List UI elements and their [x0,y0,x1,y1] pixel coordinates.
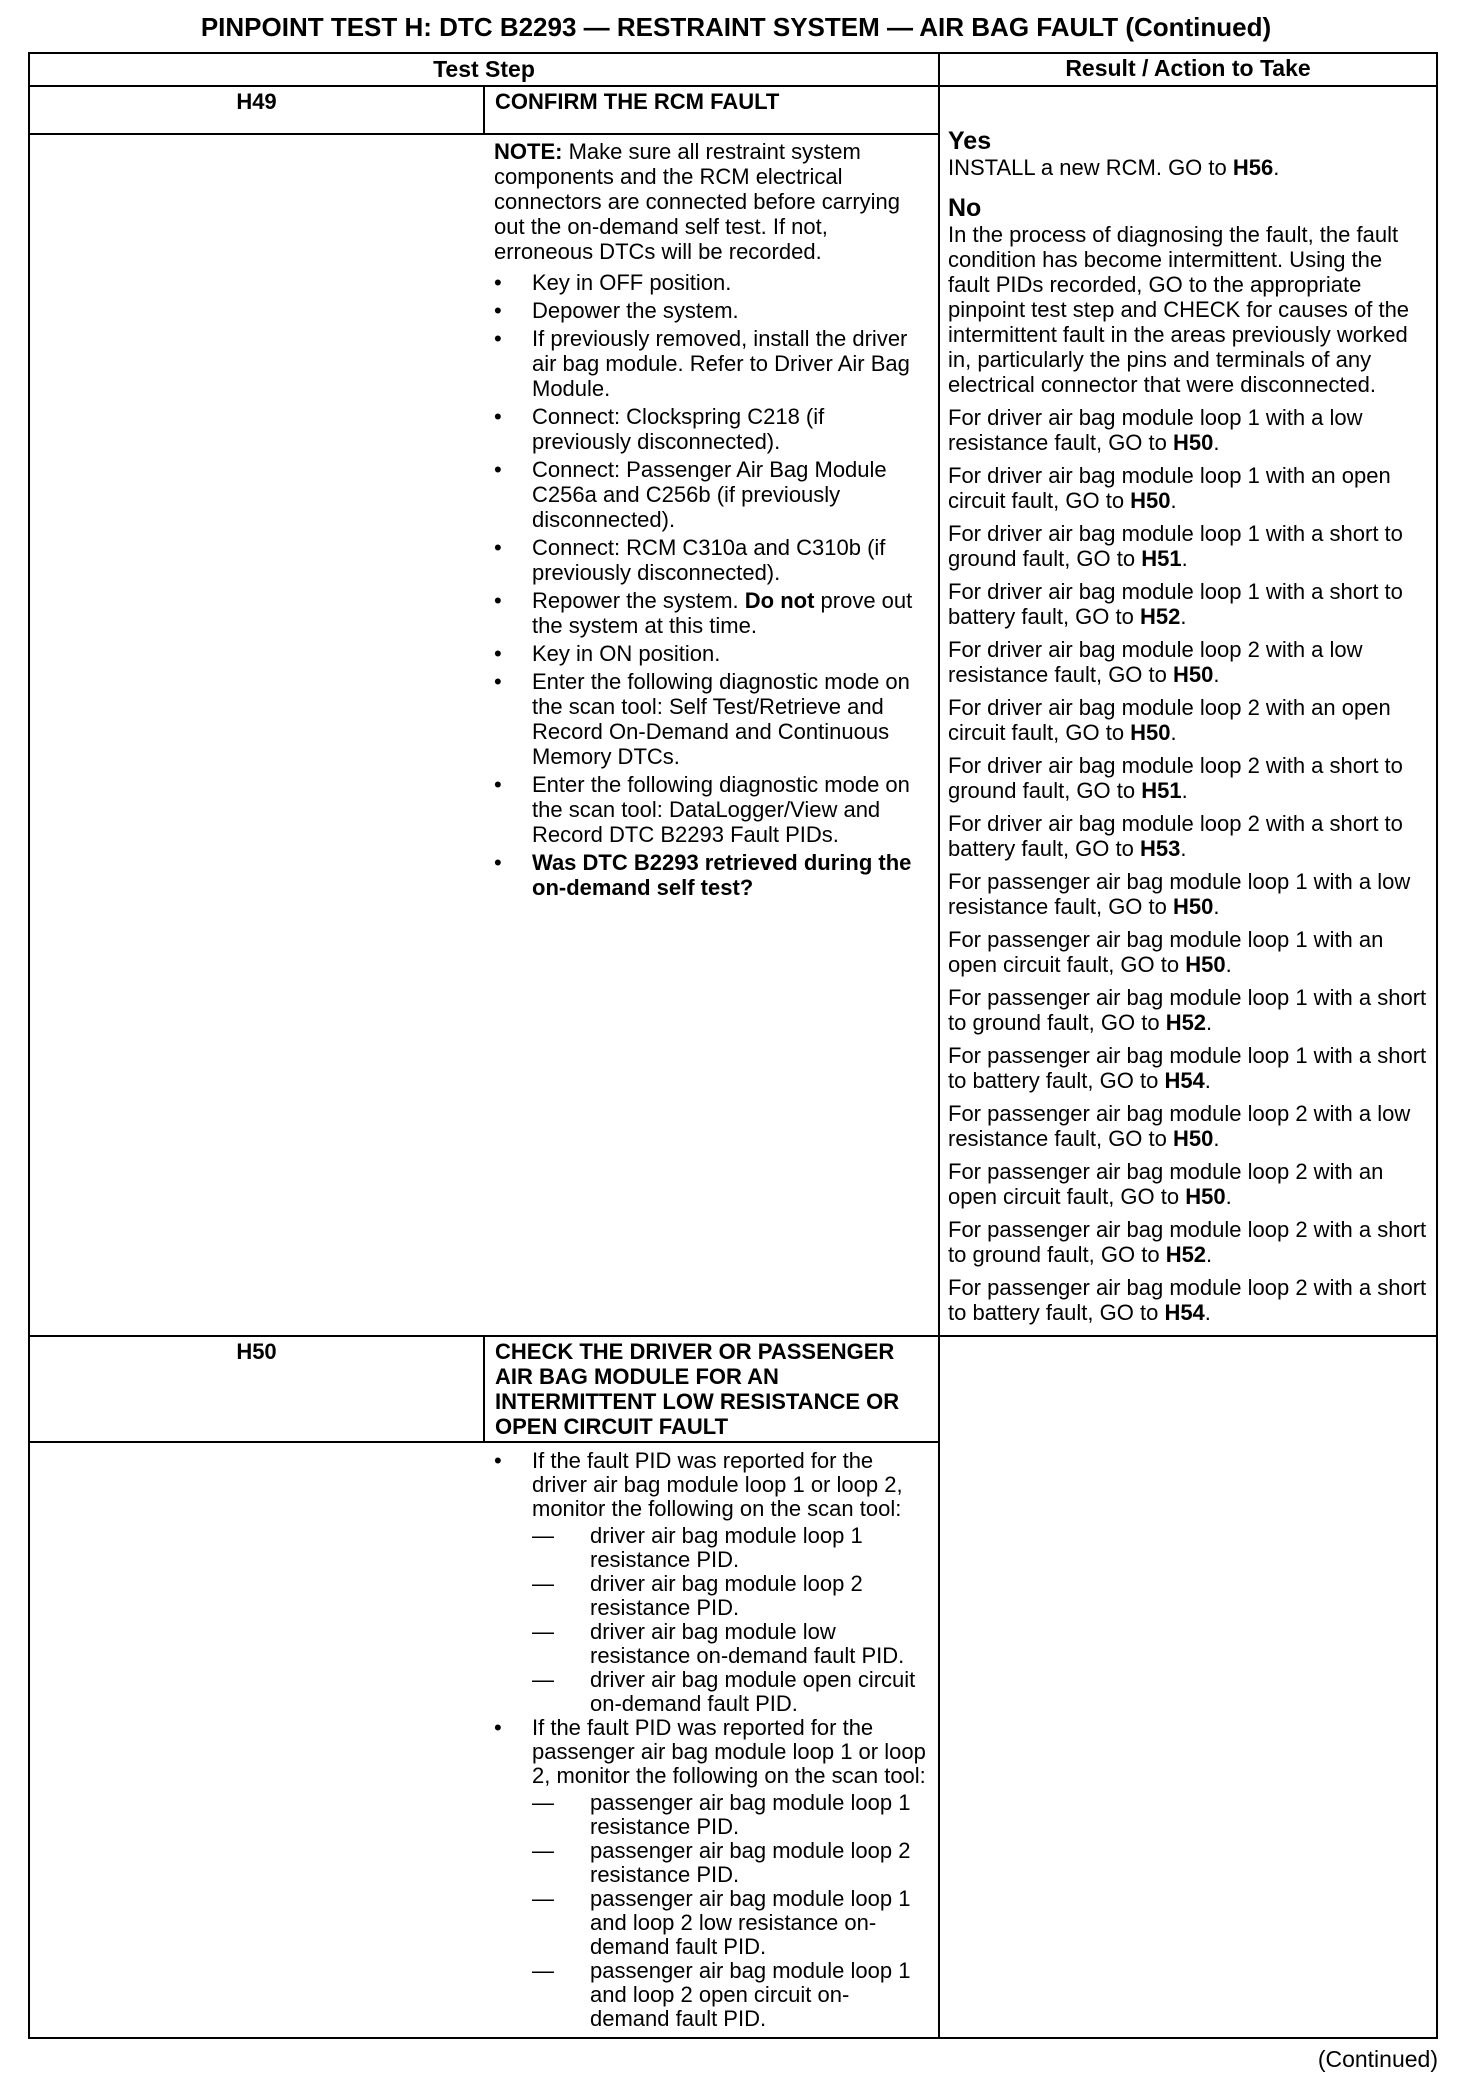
text: For driver air bag module loop 1 with an open circuit fault, GO to [948,463,1391,513]
bullet-item [494,669,928,769]
step-id: H50 [29,1336,484,1442]
bold-text: H50 [1172,1126,1214,1151]
text: For driver air bag module loop 1 with a low resistance fault, GO to [948,405,1363,455]
no-actions [948,222,1428,1325]
dash-item: — passenger air bag module loop 2 resistance PID. [494,1839,928,1887]
text: . [1225,1184,1232,1209]
yes-action [948,155,1428,180]
text: . [1206,1242,1213,1267]
no-action-item [948,811,1428,861]
text: For passenger air bag module loop 1 with an open circuit fault, GO to [948,927,1384,977]
bold-text: H50 [1172,662,1214,687]
dash-item: — driver air bag module loop 2 resistance PID. [494,1572,928,1620]
text: Enter the following diagnostic mode on the scan tool: Self Test/Retrieve and Record On-Demand and Continuous Memory DTCs. [532,669,910,770]
no-action-item [948,1159,1428,1209]
no-action-item [948,927,1428,977]
bullet-item [494,641,928,666]
text: For passenger air bag module loop 2 with a short to ground fault, GO to [948,1217,1427,1267]
text: Connect: Clockspring C218 (if previously disconnected). [532,404,825,455]
bold-text: H50 [1172,894,1214,919]
no-action-item [948,579,1428,629]
no-action-item [948,1101,1428,1151]
text: . [1180,836,1187,861]
step-h50-body [484,1442,939,2038]
text: For passenger air bag module loop 2 with a short to battery fault, GO to [948,1275,1427,1325]
bold-text: H54 [1164,1300,1205,1325]
table-header-row [29,53,1437,86]
bold-text: H50 [1172,430,1214,455]
page-title: PINPOINT TEST H: DTC B2293 — RESTRAINT SYSTEM — AIR BAG FAULT (Continued) [200,12,1272,42]
no-action-item [948,695,1428,745]
bold-text: H52 [1139,604,1181,629]
text: Connect: Passenger Air Bag Module C256a and C256b (if previously disconnected). [532,457,887,533]
dash-item: — passenger air bag module loop 1 resistance PID. [494,1791,928,1839]
text: . [1206,1010,1213,1035]
bold-text: H50 [1130,720,1171,745]
dash-item: — passenger air bag module loop 1 and loop 2 low resistance on-demand fault PID. [494,1887,928,1959]
step-bullets [494,270,928,900]
step-heading: CONFIRM THE RCM FAULT [484,86,939,134]
no-action-item [948,869,1428,919]
bullet-item [494,298,928,323]
bold-text: H51 [1141,546,1182,571]
text: For driver air bag module loop 2 with an open circuit fault, GO to [948,695,1391,745]
yes-label: Yes [948,127,992,155]
text: For passenger air bag module loop 2 with a low resistance fault, GO to [948,1101,1411,1151]
text: . [1213,430,1220,455]
bullet-item [494,457,928,532]
step-h50-heading-row [29,1336,1437,1442]
text: . [1213,1126,1220,1151]
text: For driver air bag module loop 2 with a short to ground fault, GO to [948,753,1403,803]
text: For driver air bag module loop 2 with a low resistance fault, GO to [948,637,1363,687]
bold-text: H50 [1185,952,1226,977]
text: . [1204,1300,1211,1325]
bold-text: H51 [1141,778,1182,803]
no-action-item [948,753,1428,803]
result-h49 [939,86,1437,1336]
dash-item: — driver air bag module loop 1 resistance PID. [494,1524,928,1572]
text: For passenger air bag module loop 1 with a low resistance fault, GO to [948,869,1411,919]
no-action-item [948,463,1428,513]
text: Connect: RCM C310a and C310b (if previously disconnected). [532,535,886,586]
note [494,139,928,264]
text: Make sure all restraint system components and the RCM electrical connectors are connected before carrying out the on-demand self test. If not, erroneous DTCs will be recorded. [494,139,901,265]
step-heading: CHECK THE DRIVER OR PASSENGER AIR BAG MODULE FOR AN INTERMITTENT LOW RESISTANCE OR OPEN CIRCUIT FAULT [484,1336,939,1442]
no-action-item [948,1275,1428,1325]
bold-text: H50 [1130,488,1171,513]
text: . [1213,894,1220,919]
dash-item: — driver air bag module open circuit on-demand fault PID. [494,1668,928,1716]
pinpoint-test-table [28,52,1438,2039]
no-action-item [948,405,1428,455]
step-h49-body [484,134,939,1336]
text: Key in OFF position. [532,270,732,296]
bullet-item [494,772,928,847]
text: . [1170,720,1177,745]
text: . [1213,662,1220,687]
text: For driver air bag module loop 1 with a short to battery fault, GO to [948,579,1403,629]
bold-text: H53 [1139,836,1181,861]
text: . [1204,1068,1211,1093]
bold-text: Was DTC B2293 retrieved during the on-demand self test? [532,850,912,901]
step-h49-heading-row [29,86,1437,134]
bullet-item [494,850,928,900]
header-result: Result / Action to Take [939,53,1437,86]
text: For passenger air bag module loop 2 with an open circuit fault, GO to [948,1159,1384,1209]
result-h50 [939,1336,1437,2038]
bold-text: H56 [1232,155,1274,180]
header-test-step: Test Step [29,53,939,86]
step-id: H49 [29,86,484,134]
text: . [1180,604,1187,629]
no-action-item [948,521,1428,571]
text: For driver air bag module loop 1 with a short to ground fault, GO to [948,521,1403,571]
step-bullets [494,1449,928,2031]
text: Repower the system. [532,588,745,614]
text: Key in ON position. [532,641,721,667]
bullet-item [494,588,928,638]
bold-text: H54 [1164,1068,1205,1093]
bullet-item: • If the fault PID was reported for the driver air bag module loop 1 or loop 2, monitor the following on the scan tool: [494,1449,928,1521]
text: Depower the system. [532,298,739,324]
dash-item: — driver air bag module low resistance on-demand fault PID. [494,1620,928,1668]
no-action-item [948,637,1428,687]
continued-label: (Continued) [1317,2046,1438,2072]
bullet-item [494,535,928,585]
text: For driver air bag module loop 2 with a short to battery fault, GO to [948,811,1403,861]
text: For passenger air bag module loop 1 with a short to battery fault, GO to [948,1043,1427,1093]
text: Enter the following diagnostic mode on the scan tool: DataLogger/View and Record DTC B2293 Fault PIDs. [532,772,910,848]
bold-text: H52 [1165,1010,1207,1035]
bullet-item: • If the fault PID was reported for the passenger air bag module loop 1 or loop 2, monitor the following on the scan tool: [494,1716,928,1788]
text: . [1170,488,1177,513]
no-action-item [948,1043,1428,1093]
bold-text: H50 [1185,1184,1226,1209]
no-action-item [948,222,1428,397]
text: For passenger air bag module loop 1 with a short to ground fault, GO to [948,985,1427,1035]
no-label: No [948,194,982,222]
no-action-item [948,1217,1428,1267]
bullet-item [494,326,928,401]
text: . [1181,778,1188,803]
text: prove out the system at this time. [532,588,913,639]
bold-text: NOTE: [494,139,563,165]
bullet-item [494,404,928,454]
text: . [1225,952,1232,977]
text: . [1273,155,1280,180]
no-action-item [948,985,1428,1035]
dash-item: — passenger air bag module loop 1 and loop 2 open circuit on-demand fault PID. [494,1959,928,2031]
bold-text: H52 [1165,1242,1207,1267]
text: INSTALL a new RCM. GO to [948,155,1233,180]
text: In the process of diagnosing the fault, the fault condition has become intermittent. Using the fault PIDs recorded, GO to the appropriate pinpoint test step and CHECK for causes of the intermittent fault in the areas previously worked in, particularly the pins and terminals of any electrical connector that were disconnected. [948,222,1410,397]
text: . [1181,546,1188,571]
text: If previously removed, install the driver air bag module. Refer to Driver Air Bag Module. [532,326,910,402]
bold-text: Do not [744,588,815,614]
bullet-item [494,270,928,295]
